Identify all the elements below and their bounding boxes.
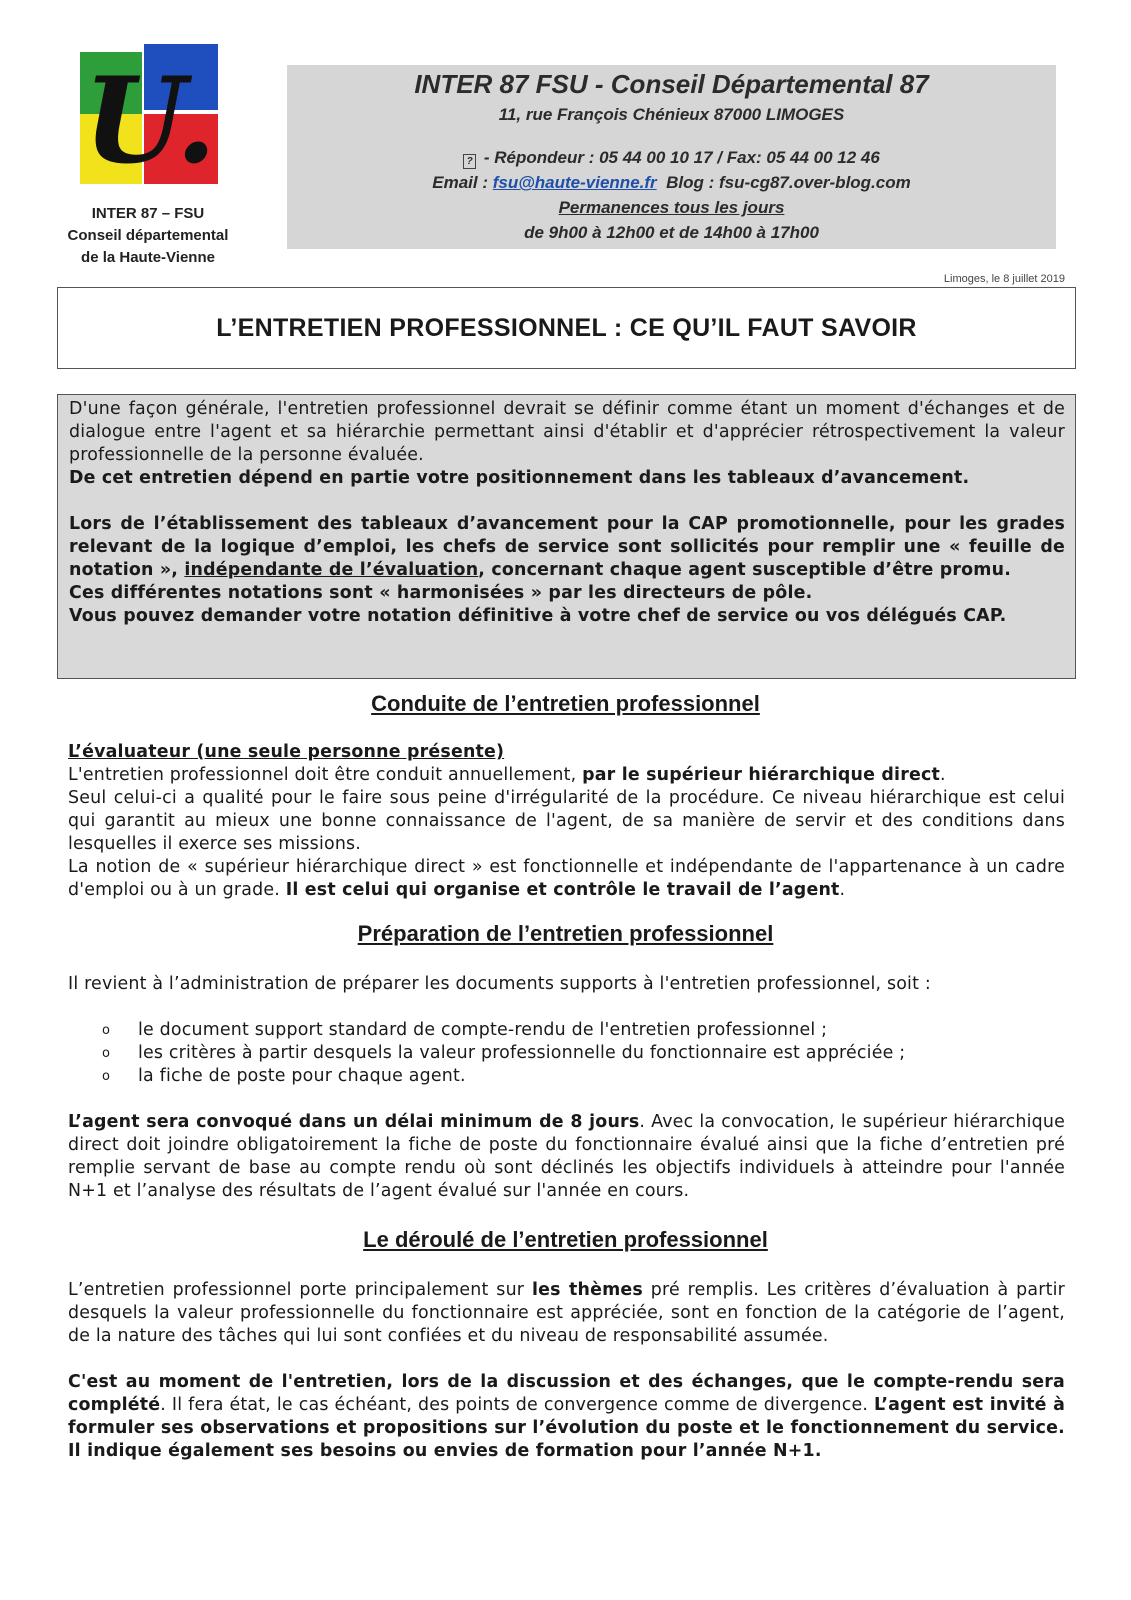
intro-text: D'une façon générale, l'entretien professionnel devrait se définir comme étant un moment d'échanges et de dialogue entre l'agent et sa hiérarchie permettant ainsi d'établir et d'apprécier rétrospectivement la valeur professionnelle de la personne évaluée. bbox=[69, 399, 1065, 465]
list-item-text: le document support standard de compte-rendu de l'entretien professionnel ; bbox=[138, 1020, 828, 1040]
intro-bold-text: De cet entretien dépend en partie votre positionnement dans les tableaux d’avancement. bbox=[69, 468, 970, 488]
document-date: Limoges, le 8 juillet 2019 bbox=[943, 273, 1065, 285]
fsu-logo bbox=[80, 44, 220, 190]
intro-text: , concernant chaque agent susceptible d’être promu. bbox=[478, 560, 1012, 580]
body-text: pré remplis. Les critères d’évaluation à partir desquels la valeur professionnelle du fonctionnaire est appréciée, sont en fonction de la catégorie de l’agent, de la nature des tâches qui lui sont confiées et du niveau de responsabilité assumée. bbox=[68, 1280, 1066, 1346]
list-item bbox=[68, 1065, 1065, 1088]
section-preparation-body bbox=[68, 973, 1065, 1203]
body-text: L'entretien professionnel doit être conduit annuellement, bbox=[68, 765, 583, 785]
list-item-text: la fiche de poste pour chaque agent. bbox=[138, 1066, 466, 1086]
bullet-icon: o bbox=[102, 1069, 111, 1084]
intro-text: Vous pouvez demander votre notation définitive à votre chef de service ou vos délégués CAP. bbox=[69, 606, 1007, 626]
blog-text: Blog : fsu-cg87.over-blog.com bbox=[656, 173, 911, 192]
header-box bbox=[287, 65, 1056, 249]
logo-caption-line: Conseil départemental bbox=[67, 227, 229, 244]
org-phone-line bbox=[287, 148, 1056, 169]
body-paragraph bbox=[68, 1371, 1065, 1463]
list-item-text: les critères à partir desquels la valeur professionnelle du fonctionnaire est appréciée ; bbox=[138, 1043, 906, 1063]
body-paragraph bbox=[68, 764, 1065, 902]
body-paragraph: Il revient à l’administration de préparer les documents supports à l'entretien professionnel, soit : bbox=[68, 974, 931, 994]
main-title: L’ENTRETIEN PROFESSIONNEL : CE QU’IL FAUT SAVOIR bbox=[216, 313, 917, 342]
body-bold-text: par le supérieur hiérarchique direct bbox=[582, 765, 940, 785]
documents-list bbox=[68, 1019, 1065, 1088]
logo-caption-line: de la Haute-Vienne bbox=[81, 249, 215, 266]
bullet-icon: o bbox=[102, 1023, 111, 1038]
permanences-line bbox=[287, 198, 1056, 218]
body-text: . bbox=[839, 880, 846, 900]
hours: de 9h00 à 12h00 et de 14h00 à 17h00 bbox=[524, 223, 819, 242]
list-item bbox=[68, 1019, 1065, 1042]
body-bold-text: L’agent est invité à formuler ses observations et propositions sur l’évolution du poste et le fonctionnement du service. Il indique également ses besoins ou envies de formation pour l’année N+1. bbox=[68, 1395, 1066, 1461]
logo-letters: U. bbox=[83, 51, 217, 190]
org-title: INTER 87 FSU - Conseil Départemental 87 bbox=[414, 69, 929, 99]
email-label: Email : bbox=[432, 173, 493, 192]
body-bold-text: les thèmes bbox=[531, 1280, 643, 1300]
body-text: La notion de « supérieur hiérarchique direct » est fonctionnelle et indépendante de l'appartenance à un cadre d'emploi ou à un grade. bbox=[68, 857, 1065, 900]
section-heading-conduite: Conduite de l’entretien professionnel bbox=[371, 691, 760, 716]
bullet-icon: o bbox=[102, 1046, 111, 1061]
email-link[interactable]: fsu@haute-vienne.fr bbox=[492, 173, 657, 192]
intro-paragraph bbox=[69, 513, 1065, 628]
logo-caption bbox=[50, 203, 246, 269]
section-conduite-body bbox=[68, 741, 1065, 902]
body-text: L’entretien professionnel porte principalement sur bbox=[68, 1280, 532, 1300]
intro-text: Ces différentes notations sont « harmonisées » par les directeurs de pôle. bbox=[69, 583, 813, 603]
body-bold-text: Il est celui qui organise et contrôle le travail de l’agent bbox=[285, 880, 840, 900]
org-contact-line bbox=[287, 173, 1056, 193]
list-item bbox=[68, 1042, 1065, 1065]
subheading-evaluateur: L’évaluateur (une seule personne présente) bbox=[68, 742, 505, 762]
body-text: . Il fera état, le cas échéant, des points de convergence comme de divergence. bbox=[160, 1395, 875, 1415]
section-heading-deroule: Le déroulé de l’entretien professionnel bbox=[363, 1227, 768, 1252]
org-phone: - Répondeur : 05 44 00 10 17 / Fax: 05 44 00 12 46 bbox=[479, 148, 880, 167]
org-address: 11, rue François Chénieux 87000 LIMOGES bbox=[498, 105, 845, 124]
body-text: Seul celui-ci a qualité pour le faire sous peine d'irrégularité de la procédure. Ce niveau hiérarchique est celui qui garantit au mieux une bonne connaissance de l'agent, de sa manière de servir et des conditions dans lesquelles il exerce ses missions. bbox=[68, 788, 1065, 854]
intro-box bbox=[57, 394, 1076, 679]
permanences: Permanences tous les jours bbox=[558, 198, 785, 217]
body-text: . bbox=[940, 765, 946, 785]
logo-caption-line: INTER 87 – FSU bbox=[91, 205, 205, 222]
intro-text: Lors de l’établissement des tableaux d’avancement pour la CAP promotionnelle, pour les grades relevant de la logique d’emploi, les chefs de service sont sollicités pour remplir une « feuille de notation », bbox=[69, 514, 1065, 580]
body-paragraph bbox=[68, 1111, 1065, 1203]
body-bold-text: L’agent sera convoqué dans un délai minimum de 8 jours bbox=[68, 1112, 640, 1132]
intro-underlined-text: indépendante de l’évaluation bbox=[184, 560, 479, 580]
section-heading-preparation: Préparation de l’entretien professionnel bbox=[357, 921, 774, 946]
main-title-box bbox=[57, 287, 1076, 369]
body-bold-text: C'est au moment de l'entretien, lors de la discussion et des échanges, que le compte-rendu sera complété bbox=[68, 1372, 1065, 1415]
phone-icon: ? bbox=[463, 154, 476, 169]
intro-paragraph bbox=[69, 398, 1065, 490]
body-text: . Avec la convocation, le supérieur hiérarchique direct doit joindre obligatoirement la fiche de poste du fonctionnaire évalué ainsi que la fiche d’entretien pré remplie servant de base au compte rendu où sont déclinés les objectifs individuels à atteindre pour l'année N+1 et l’analyse des résultats de l’agent évalué sur l'année en cours. bbox=[68, 1112, 1065, 1201]
section-deroule-body bbox=[68, 1279, 1065, 1463]
body-paragraph bbox=[68, 1279, 1065, 1348]
